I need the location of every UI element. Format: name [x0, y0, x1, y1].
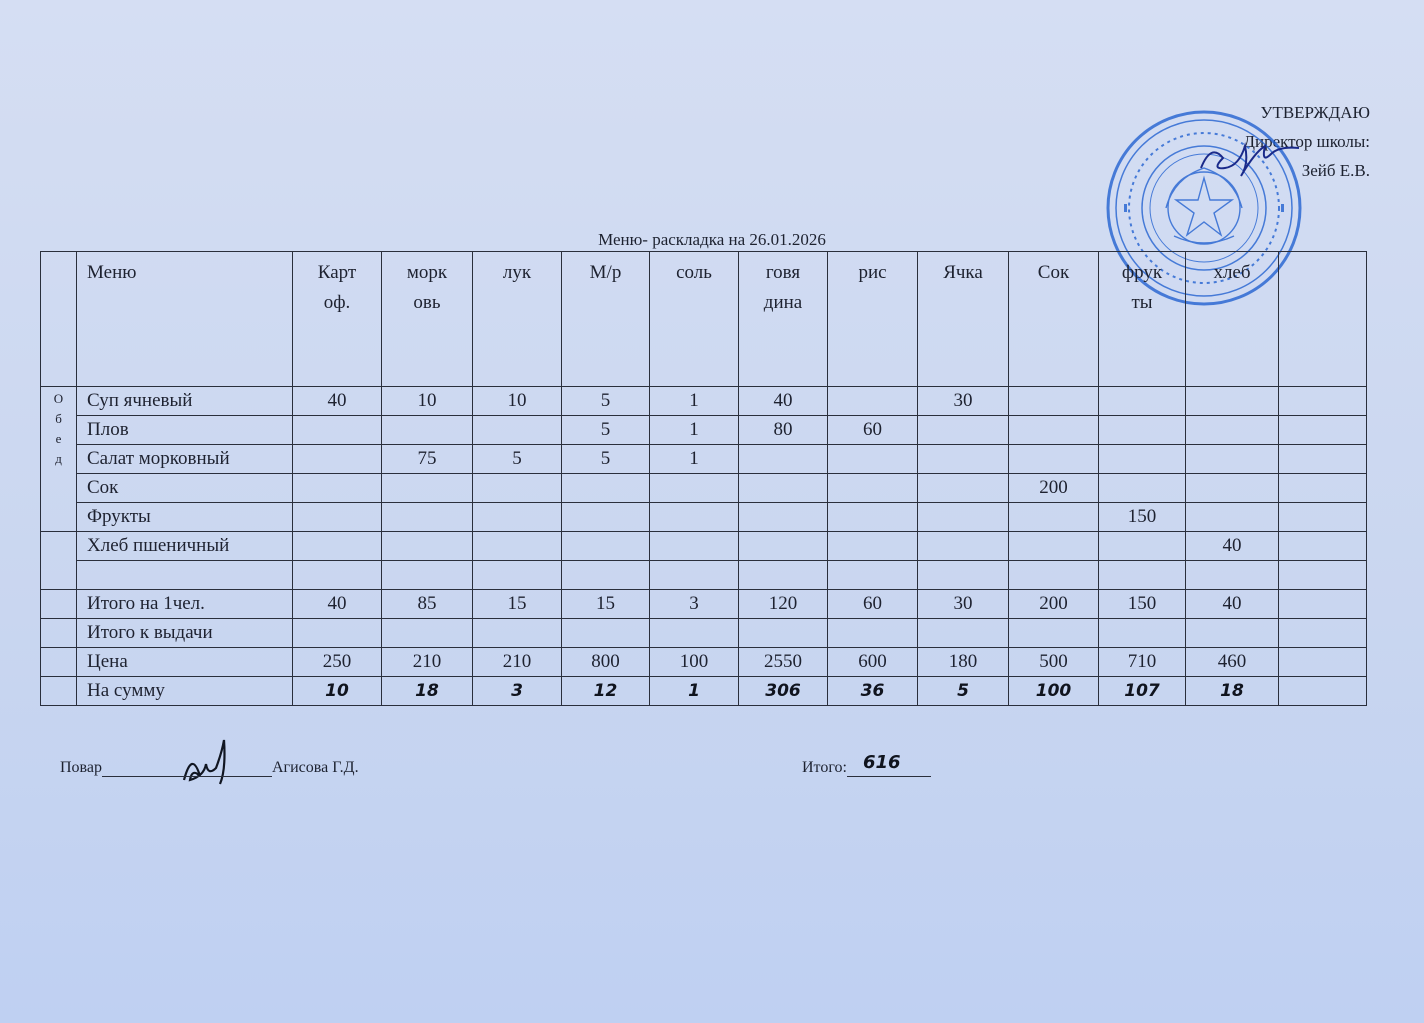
side-cell: [41, 619, 77, 648]
table-cell: [918, 677, 1009, 706]
table-cell: 40: [293, 387, 382, 416]
table-row: [41, 474, 1367, 503]
table-cell: [293, 561, 382, 590]
handwritten-amount: 107: [1124, 681, 1160, 701]
side-cell: [41, 590, 77, 619]
side-cell: [41, 648, 77, 677]
table-cell: 80: [739, 416, 828, 445]
table-cell: 15: [562, 590, 650, 619]
table-cell: [382, 677, 473, 706]
table-cell: [1279, 648, 1367, 677]
column-header: Ячка: [918, 252, 1009, 387]
grand-total: [802, 752, 931, 777]
table-cell: [382, 503, 473, 532]
table-cell: [828, 619, 918, 648]
row-label: Хлеб пшеничный: [77, 532, 293, 561]
table-cell: [562, 561, 650, 590]
table-cell: [473, 474, 562, 503]
table-cell: [828, 677, 918, 706]
table-cell: [1099, 532, 1186, 561]
table-cell: [918, 503, 1009, 532]
table-cell: 15: [473, 590, 562, 619]
column-header: говя дина: [739, 252, 828, 387]
table-cell: 180: [918, 648, 1009, 677]
table-cell: [739, 677, 828, 706]
table-cell: [1009, 387, 1099, 416]
table-cell: [1009, 561, 1099, 590]
table-row: [41, 503, 1367, 532]
table-cell: [1186, 387, 1279, 416]
table-cell: [1186, 677, 1279, 706]
menu-table: [40, 251, 1367, 706]
row-label: На сумму: [77, 677, 293, 706]
table-cell: [739, 532, 828, 561]
table-cell: 5: [562, 416, 650, 445]
table-cell: [1099, 416, 1186, 445]
total-label: Итого:: [802, 759, 847, 776]
table-cell: [918, 532, 1009, 561]
column-header: соль: [650, 252, 739, 387]
table-row: [41, 532, 1367, 561]
table-cell: [828, 387, 918, 416]
column-header: Меню: [77, 252, 293, 387]
row-label: Цена: [77, 648, 293, 677]
table-cell: [1279, 561, 1367, 590]
table-cell: [1279, 590, 1367, 619]
table-cell: [473, 503, 562, 532]
table-cell: [382, 416, 473, 445]
table-row: [41, 561, 1367, 590]
table-cell: 210: [473, 648, 562, 677]
table-cell: [828, 532, 918, 561]
table-cell: 60: [828, 590, 918, 619]
table-cell: [562, 619, 650, 648]
table-cell: 75: [382, 445, 473, 474]
table-cell: [1279, 416, 1367, 445]
table-cell: [918, 474, 1009, 503]
table-cell: [473, 416, 562, 445]
meal-label-letter: О: [53, 391, 64, 406]
table-cell: 460: [1186, 648, 1279, 677]
table-cell: 800: [562, 648, 650, 677]
table-cell: [1009, 619, 1099, 648]
table-cell: [1279, 532, 1367, 561]
column-header: рис: [828, 252, 918, 387]
table-cell: 710: [1099, 648, 1186, 677]
page-title: Меню- раскладка на 26.01.2026: [598, 230, 826, 249]
column-header: хлеб: [1186, 252, 1279, 387]
table-cell: [1099, 561, 1186, 590]
table-cell: 2550: [739, 648, 828, 677]
row-label: [77, 561, 293, 590]
handwritten-amount: 10: [325, 681, 349, 701]
table-cell: 1: [650, 445, 739, 474]
side-cell: [41, 532, 77, 590]
table-cell: [739, 619, 828, 648]
table-cell: [739, 503, 828, 532]
table-cell: [473, 561, 562, 590]
table-row: [41, 648, 1367, 677]
handwritten-amount: 3: [511, 681, 523, 701]
table-cell: [828, 561, 918, 590]
meal-label-obed: [41, 387, 77, 532]
table-cell: [293, 532, 382, 561]
handwritten-amount: 12: [593, 681, 618, 701]
table-cell: [1186, 445, 1279, 474]
handwritten-amount: 18: [1220, 681, 1244, 701]
table-row: [41, 387, 1367, 416]
table-cell: [918, 619, 1009, 648]
table-cell: [473, 677, 562, 706]
approval-name: Зейб Е.В.: [1301, 161, 1370, 180]
table-cell: [1186, 561, 1279, 590]
table-cell: 40: [739, 387, 828, 416]
table-cell: [1099, 445, 1186, 474]
row-label: Салат морковный: [77, 445, 293, 474]
table-cell: [1099, 619, 1186, 648]
approval-position: Директор школы:: [1243, 132, 1370, 151]
table-cell: [293, 503, 382, 532]
table-cell: 5: [562, 387, 650, 416]
handwritten-amount: 306: [765, 681, 801, 701]
table-cell: 5: [473, 445, 562, 474]
cook-label: Повар: [60, 759, 102, 776]
approval-title: УТВЕРЖДАЮ: [1260, 103, 1370, 122]
table-cell: [382, 474, 473, 503]
column-header: М/р: [562, 252, 650, 387]
table-cell: [293, 619, 382, 648]
table-cell: [1186, 503, 1279, 532]
table-cell: [918, 416, 1009, 445]
side-cell: [41, 677, 77, 706]
table-cell: [473, 532, 562, 561]
handwritten-amount: 36: [860, 681, 885, 701]
table-cell: [1279, 677, 1367, 706]
table-cell: [562, 474, 650, 503]
header-row: [41, 252, 1367, 387]
table-cell: 200: [1009, 474, 1099, 503]
corner-cell: [41, 252, 77, 387]
table-cell: 85: [382, 590, 473, 619]
table-cell: [1279, 387, 1367, 416]
table-cell: [293, 677, 382, 706]
column-header: [1279, 252, 1367, 387]
column-header: Карт оф.: [293, 252, 382, 387]
director-signature: [1196, 130, 1306, 190]
column-header: фрук ты: [1099, 252, 1186, 387]
table-cell: [293, 445, 382, 474]
cook-signature-line: [60, 758, 359, 777]
table-cell: [828, 503, 918, 532]
table-cell: [650, 677, 739, 706]
table-row: [41, 416, 1367, 445]
table-cell: [650, 532, 739, 561]
table-cell: 60: [828, 416, 918, 445]
table-cell: [1099, 677, 1186, 706]
table-cell: [1186, 619, 1279, 648]
table-cell: 500: [1009, 648, 1099, 677]
table-cell: 3: [650, 590, 739, 619]
table-cell: [293, 416, 382, 445]
table-cell: 30: [918, 387, 1009, 416]
table-cell: [739, 445, 828, 474]
table-cell: 600: [828, 648, 918, 677]
table-cell: [828, 445, 918, 474]
table-cell: [650, 619, 739, 648]
table-cell: 1: [650, 416, 739, 445]
table-cell: [1009, 532, 1099, 561]
table-cell: 40: [1186, 590, 1279, 619]
row-label: Суп ячневый: [77, 387, 293, 416]
table-cell: [562, 532, 650, 561]
table-cell: [1099, 387, 1186, 416]
column-header: морк овь: [382, 252, 473, 387]
handwritten-amount: 5: [957, 681, 969, 701]
total-underline: [847, 752, 931, 777]
table-cell: [1009, 445, 1099, 474]
table-cell: [1279, 503, 1367, 532]
meal-label-letter: б: [55, 411, 62, 426]
table-cell: [1186, 474, 1279, 503]
table-cell: [650, 561, 739, 590]
table-cell: 120: [739, 590, 828, 619]
handwritten-amount: 100: [1035, 681, 1072, 701]
row-label: Итого к выдачи: [77, 619, 293, 648]
table-cell: [473, 619, 562, 648]
meal-label-letter: е: [55, 431, 62, 446]
row-label: Фрукты: [77, 503, 293, 532]
handwritten-amount: 1: [688, 681, 700, 701]
table-cell: 10: [473, 387, 562, 416]
table-cell: 210: [382, 648, 473, 677]
table-cell: 10: [382, 387, 473, 416]
row-label: Плов: [77, 416, 293, 445]
table-cell: [828, 474, 918, 503]
table-cell: [1009, 416, 1099, 445]
table-cell: 250: [293, 648, 382, 677]
column-header: лук: [473, 252, 562, 387]
table-cell: [1279, 445, 1367, 474]
table-cell: [918, 445, 1009, 474]
table-cell: 200: [1009, 590, 1099, 619]
row-label: Итого на 1чел.: [77, 590, 293, 619]
table-cell: [739, 474, 828, 503]
table-cell: [293, 474, 382, 503]
table-cell: [650, 503, 739, 532]
table-cell: [562, 503, 650, 532]
table-row: [41, 677, 1367, 706]
row-label: Сок: [77, 474, 293, 503]
table-cell: 150: [1099, 590, 1186, 619]
table-cell: [1099, 474, 1186, 503]
table-cell: [382, 532, 473, 561]
total-value: 616: [862, 752, 901, 773]
table-cell: 40: [293, 590, 382, 619]
table-cell: [1279, 474, 1367, 503]
signature-underline: [102, 758, 272, 777]
table-cell: [1279, 619, 1367, 648]
table-cell: [1009, 677, 1099, 706]
table-cell: 150: [1099, 503, 1186, 532]
table-cell: 5: [562, 445, 650, 474]
table-cell: [382, 619, 473, 648]
table-cell: 40: [1186, 532, 1279, 561]
handwritten-amount: 18: [415, 681, 439, 701]
cook-name: Агисова Г.Д.: [272, 759, 359, 776]
table-row: [41, 445, 1367, 474]
table-cell: [562, 677, 650, 706]
table-cell: [739, 561, 828, 590]
table-cell: [1009, 503, 1099, 532]
table-cell: 100: [650, 648, 739, 677]
table-row: [41, 619, 1367, 648]
table-cell: 1: [650, 387, 739, 416]
column-header: Сок: [1009, 252, 1099, 387]
table-row: [41, 590, 1367, 619]
table-cell: [382, 561, 473, 590]
table-cell: [1186, 416, 1279, 445]
table-cell: 30: [918, 590, 1009, 619]
table-cell: [918, 561, 1009, 590]
meal-label-letter: д: [55, 451, 62, 466]
table-cell: [650, 474, 739, 503]
